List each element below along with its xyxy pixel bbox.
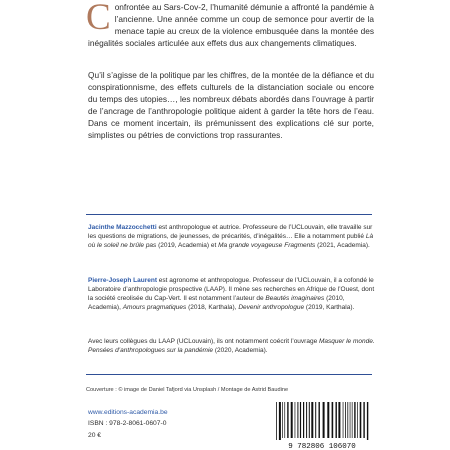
isbn-barcode [268, 400, 376, 450]
bio-text: (2020, Academia). [213, 347, 268, 355]
book-title: Beautés imaginaires [265, 295, 325, 303]
section-divider-top [86, 214, 372, 215]
publisher-website-link[interactable]: www.editions-academia.be [88, 409, 168, 416]
bio-text: est anthropologue et autrice. Professeure de l’UCLouvain, elle travaille sur les questions de migrations, de jeunesses, de précarités, d’inégalités… Elle a notamment publié [88, 224, 373, 241]
bio-text: (2019, Academia) et [156, 242, 219, 250]
bio-text: (2018, Karthala), [186, 304, 239, 312]
book-title: Masquer le monde. Pensées d’anthropologues sur la pandémie [88, 338, 375, 355]
barcode-icon [268, 400, 376, 450]
author-bio-laurent [88, 276, 378, 312]
drop-cap-letter: C [86, 0, 111, 38]
section-divider-bottom [86, 374, 372, 375]
bio-text: est agronome et anthropologue. Professeur de l’UCLouvain, il a cofondé le Laboratoire d’anthropologie prospective (LAAP). Il mène ses recherches en Afrique de l’Ouest, dont la société creolisée du Cap-Vert. Il est notamment l’auteur de [88, 277, 375, 303]
price-label: 20 € [88, 432, 102, 439]
author-name-laurent: Pierre-Joseph Laurent [88, 277, 157, 284]
book-title: Ma grande voyageuse Fragments [218, 242, 316, 250]
bio-text: (2010, Academia), [88, 295, 345, 312]
author-name-mazzocchetti: Jacinthe Mazzocchetti [88, 224, 157, 231]
barcode-number: 9 782806 106070 [288, 443, 356, 450]
bio-text: (2019, Karthala). [304, 304, 355, 312]
cover-credit: Couverture : © image de Daniel Tafjord via Unsplash / Montage de Astrid Baudine [86, 387, 289, 393]
summary-paragraph-2: Qu’il s’agisse de la politique par les chiffres, de la montée de la défiance et du conspirationnisme, des effets culturels de la distanciation sociale ou encore du temps des utopies…, les nombreux débats abordés dans l’ouvrage à partir de l’ancrage de l’anthropologie politique aident à garder la tête hors de l’eau. Dans ce moment incertain, ils prémunissent des explications clé sur porte, simplistes ou pétries de convictions trop rassurantes. [88, 70, 374, 140]
isbn-number: ISBN : 978-2-8061-0607-0 [88, 420, 167, 427]
author-bio-mazzocchetti [88, 223, 378, 250]
bio-text: Avec leurs collègues du LAAP (UCLouvain), ils ont notamment coécrit l’ouvrage [88, 338, 319, 345]
bio-text: (2021, Academia). [315, 242, 370, 250]
book-title: Devenir anthropologue [238, 304, 305, 312]
book-title: Amours pragmatiques [122, 304, 187, 312]
summary-paragraph-1-text: onfrontée au Sars-Cov-2, l’humanité démunie a affronté la pandémie à l’ancienne. Une année comme un coup de semonce pour avertir de la menace tapie au creux de la violence embusquée dans la montée des inégalités sociales articulée aux effets dus aux changements climatiques. [88, 2, 374, 48]
book-title: Là où le soleil ne brûle pas [88, 233, 374, 250]
joint-work-note [88, 337, 378, 355]
summary-paragraph-1 [88, 2, 374, 50]
